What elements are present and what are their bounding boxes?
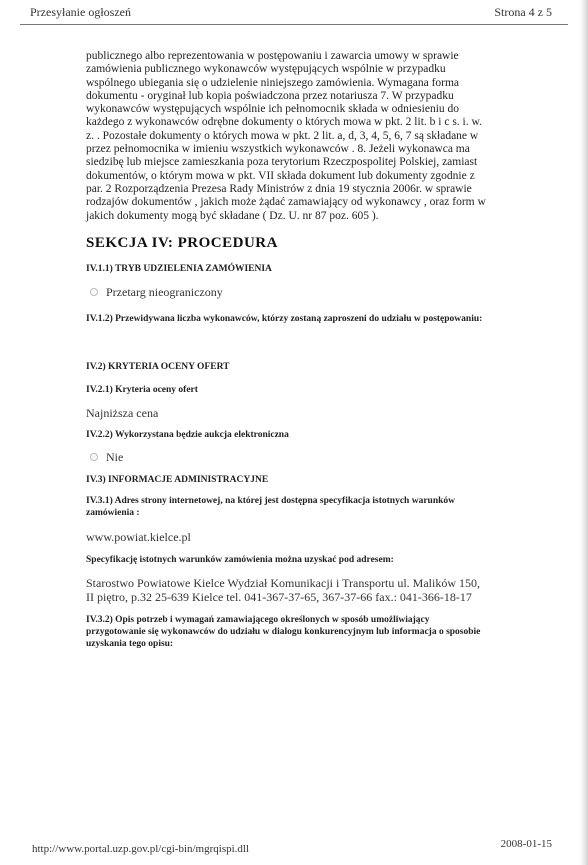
heading-iv-3-1: IV.3.1) Adres strony internetowej, na której jest dostępna specyfikacja istotnych warunków zamówienia : [86,495,456,518]
option-electronic-auction-label: Nie [106,449,124,464]
option-procedure-type [86,285,486,300]
footer-date: 2008-01-15 [500,838,552,850]
scan-edge-shadow [580,0,588,865]
heading-iv-3-2: IV.3.2) Opis potrzeb i wymagań zamawiającego określonych w sposób umożliwiający przygotowanie się wykonawców do udziału w dialogu konkurencyjnym lub informacja o sposobie uzyskania tego opisu: [86,614,481,649]
spec-address: Starostwo Powiatowe Kielce Wydział Komunikacji i Transportu ul. Malików 150, II piętro, p.32 25-639 Kielce tel. 041-367-37-65, 367-37-66 fax.: 041-366-18-17 [86,575,481,604]
spec-heading: Specyfikację istotnych warunków zamówienia można uzyskać pod adresem: [86,554,394,565]
radio-bullet-icon [90,453,98,461]
heading-iv-3: IV.3) INFORMACJE ADMINISTRACYJNE [86,474,269,485]
header-divider [20,24,568,25]
heading-iv-1-2: IV.1.2) Przewidywana liczba wykonawców, którzy zostaną zaproszeni do udziału w postępowaniu: [86,313,483,324]
criteria-value: Najniższa cena [86,405,159,420]
heading-iv-1-1: IV.1.1) TRYB UDZIELENIA ZAMÓWIENIA [86,263,272,274]
body-paragraph: publicznego albo reprezentowania w postępowaniu i zawarcia umowy w sprawie zamówienia publicznego wykonawców występujących wspólnie w przypadku wspólnego ubiegania się o udzielenie niniejszego zamówienia. Wymagana forma dokumentu - oryginał lub kopia poświadczona przez notariusza 7. W przypadku wykonawców występujących wspólnie ich pełnomocnik składa w odniesieniu do każdego z wykonawców odrębne dokumenty o których mowa w pkt. 2 lit. b i c s. i. w. z. . Pozostałe dokumenty o których mowa w pkt. 2 lit. a, d, 3, 4, 5, 6, 7 są składane w przez pełnomocnika w imieniu wszystkich wykonawców . 8. Jeżeli wykonawca ma siedzibę lub miejsce zamieszkania poza terytorium Rzeczpospolitej Polskiej, zamiast dokumentów, o którym mowa w pkt. VII składa dokument lub dokumenty zgodnie z par. 2 Rozporządzenia Prezesa Rady Ministrów z dnia 19 stycznia 2006r. w sprawie rodzajów dokumentów , jakich może żądać zamawiający od wykonawcy , oraz form w jakich dokumenty mogą być składane ( Dz. U. nr 87 poz. 605 ). [86,50,486,222]
heading-iv-2-1: IV.2.1) Kryteria oceny ofert [86,384,198,395]
radio-bullet-icon [90,288,98,296]
header-title: Przesyłanie ogłoszeń [30,5,131,19]
heading-iv-2-2: IV.2.2) Wykorzystana będzie aukcja elektroniczna [86,429,289,440]
website-url: www.powiat.kielce.pl [86,529,191,544]
option-electronic-auction [86,450,486,465]
document-content [86,50,486,650]
header-page-number: Strona 4 z 5 [494,5,552,19]
footer-url: http://www.portal.uzp.gov.pl/cgi-bin/mgrqispi.dll [32,843,250,855]
section-title: SEKCJA IV: PROCEDURA [86,234,278,251]
option-procedure-type-label: Przetarg nieograniczony [106,284,223,299]
heading-iv-2: IV.2) KRYTERIA OCENY OFERT [86,361,230,372]
